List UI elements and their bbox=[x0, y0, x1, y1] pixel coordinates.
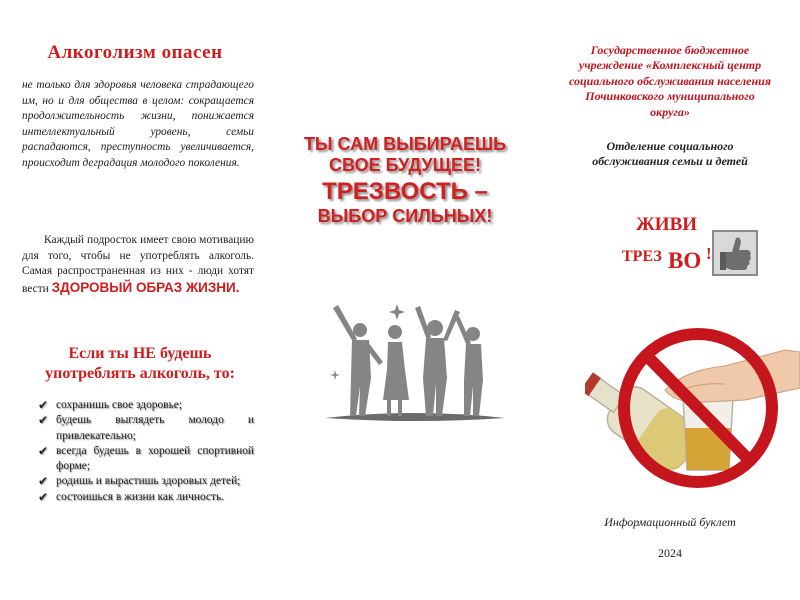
benefits-list bbox=[38, 398, 254, 505]
healthy-lifestyle-text: ЗДОРОВЫЙ ОБРАЗ ЖИЗНИ. bbox=[51, 279, 240, 295]
slogan-line-3: ТРЕЗВОСТЬ – bbox=[322, 178, 488, 205]
list-item bbox=[38, 413, 254, 444]
list-item bbox=[38, 474, 254, 489]
year-label: 2024 bbox=[658, 546, 682, 560]
list-item bbox=[38, 444, 254, 475]
org-line: Государственное бюджетное bbox=[590, 43, 750, 57]
org-line: округа» bbox=[650, 104, 690, 119]
motivation-text: Каждый подросток имеет свою мотивацию для того, чтобы не употреблять алкоголь. Самая распространенная из них - люди хотят вести bbox=[22, 234, 254, 295]
org-line: Починковского муниципального bbox=[585, 89, 755, 104]
people-silhouettes-icon bbox=[325, 290, 505, 425]
right-panel bbox=[540, 0, 800, 600]
slogan-line-4: ВЫБОР СИЛЬНЫХ! bbox=[317, 206, 493, 226]
sober-word-ending: ВО bbox=[668, 248, 702, 273]
no-alcohol-sign-icon bbox=[585, 310, 800, 490]
alcoholism-paragraph: не только для здоровья человека страдающего им, но и для общества в целом: сокращается продолжительность жизни, понижается интеллектуальный уровень, семьи распадаются, преступность увеличивается, происходит деградация молодого поколения. bbox=[22, 79, 254, 169]
benefit-text: сохранишь свое здоровье; bbox=[56, 399, 182, 411]
org-line: социального обслуживания населения bbox=[568, 73, 772, 88]
list-item bbox=[38, 398, 254, 413]
left-panel bbox=[0, 0, 270, 600]
benefit-text: состоишься в жизни как личность. bbox=[56, 490, 225, 503]
benefit-text: родишь и вырастишь здоровых детей; bbox=[56, 475, 241, 488]
benefits-heading bbox=[10, 344, 270, 384]
exclamation-mark: ! bbox=[706, 244, 712, 263]
dept-line: обслуживания семьи и детей bbox=[592, 154, 748, 169]
motivation-paragraph bbox=[22, 233, 254, 297]
checkmark-icon: ✔ bbox=[38, 443, 49, 458]
live-word: ЖИВИ bbox=[636, 214, 698, 235]
booklet-label: Информационный буклет bbox=[604, 515, 736, 529]
benefits-heading-line2: употреблять алкоголь, то: bbox=[45, 365, 235, 382]
department-name bbox=[540, 139, 800, 170]
checkmark-icon: ✔ bbox=[38, 474, 49, 489]
organization-name bbox=[540, 43, 800, 120]
slogan-line-2: СВОЕ БУДУЩЕЕ! bbox=[329, 155, 481, 175]
benefits-heading-line1: Если ты НЕ будешь bbox=[68, 345, 212, 362]
middle-panel bbox=[270, 0, 540, 600]
benefit-text: будешь выглядеть молодо и привлекательно; bbox=[56, 414, 254, 442]
checkmark-icon: ✔ bbox=[38, 489, 49, 504]
checkmark-icon: ✔ bbox=[38, 413, 49, 428]
dept-line: Отделение социального bbox=[606, 139, 734, 153]
thumbs-up-icon bbox=[712, 230, 758, 276]
benefit-text: всегда будешь в хорошей спортивной форме; bbox=[56, 444, 254, 473]
slogan-line-1: ТЫ САМ ВЫБИРАЕШЬ bbox=[303, 134, 507, 154]
alcoholism-title: Алкоголизм опасен bbox=[47, 42, 223, 63]
checkmark-icon: ✔ bbox=[38, 398, 49, 412]
org-line: учреждение «Комплексный центр bbox=[578, 58, 762, 73]
sober-word-part: ТРЕЗ bbox=[622, 248, 662, 265]
list-item bbox=[38, 490, 254, 505]
